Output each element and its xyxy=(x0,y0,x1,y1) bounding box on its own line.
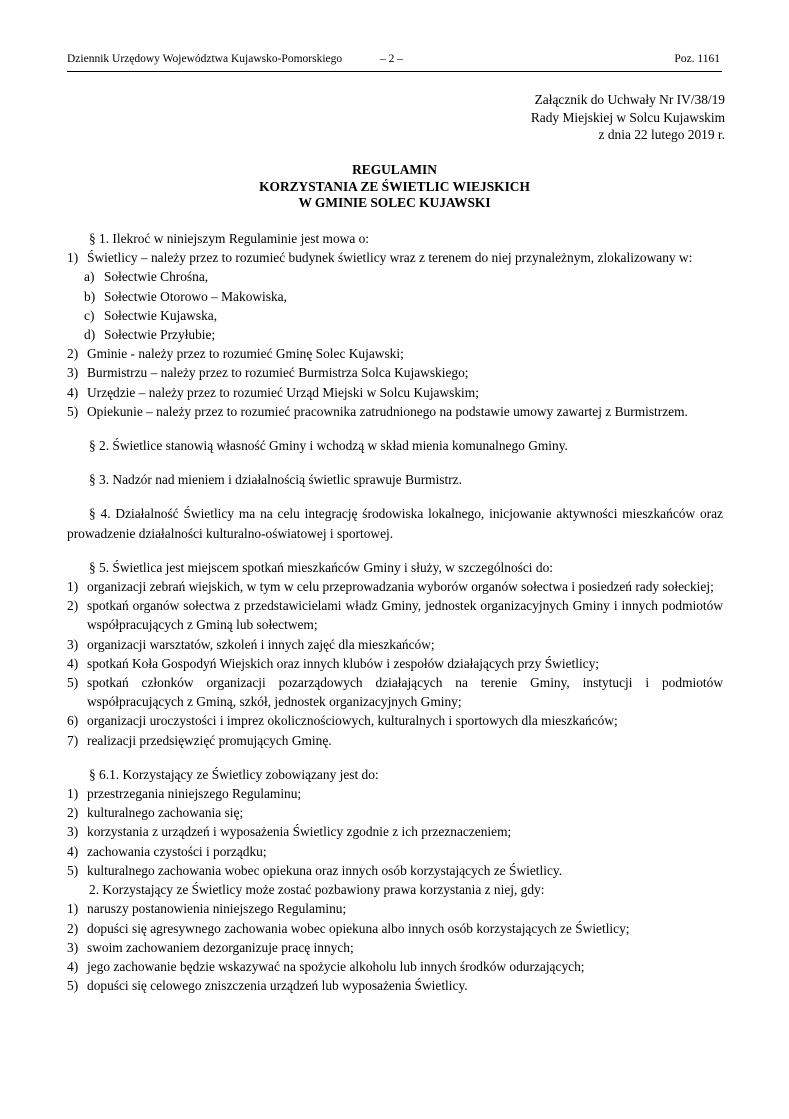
item-text: organizacji warsztatów, szkoleń i innych zajęć dla mieszkańców; xyxy=(87,636,435,652)
attachment-line: Załącznik do Uchwały Nr IV/38/19 xyxy=(534,92,725,107)
item-number: 5) xyxy=(67,403,79,419)
item-text: spotkań Koła Gospodyń Wiejskich oraz innych klubów i zespołów działających przy Świetlicy; xyxy=(87,655,600,671)
list-item xyxy=(67,383,723,402)
item-number: 2) xyxy=(67,805,79,821)
item-text: spotkań członków organizacji pozarządowych działających na terenie Gminy, instytucji i podmiotów współpracujących z Gminą, szkół, jednostek organizacyjnych Gminy; xyxy=(87,675,723,710)
section-2: § 2. Świetlice stanowią własność Gminy i wchodzą w skład mienia komunalnego Gminy. xyxy=(89,438,568,454)
list-item xyxy=(67,635,723,654)
item-number: b) xyxy=(84,288,96,304)
item-text: Burmistrzu – należy przez to rozumieć Burmistrza Solca Kujawskiego; xyxy=(87,365,469,381)
item-number: 4) xyxy=(67,843,79,859)
item-number: 6) xyxy=(67,713,79,729)
list-item xyxy=(67,363,723,382)
list-item xyxy=(67,899,723,918)
attachment-line: Rady Miejskiej w Solcu Kujawskim xyxy=(530,109,725,125)
section-6-intro: § 6.1. Korzystający ze Świetlicy zobowiązany jest do: xyxy=(89,766,379,782)
list-item xyxy=(67,803,723,822)
item-number: 1) xyxy=(67,579,79,595)
item-text: Opiekunie – należy przez to rozumieć pracownika zatrudnionego na podstawie umowy zawartej z Burmistrzem. xyxy=(87,403,688,419)
section-1-intro: § 1. Ilekroć w niniejszym Regulaminie jest mowa o: xyxy=(89,231,370,246)
item-number: 3) xyxy=(67,365,79,381)
list-item xyxy=(67,344,723,363)
sub-list-item xyxy=(67,325,723,344)
item-number: 1) xyxy=(67,786,79,802)
item-text: dopuści się celowego zniszczenia urządzeń lub wyposażenia Świetlicy. xyxy=(87,978,468,994)
item-text: Sołectwie Chrośna, xyxy=(104,269,209,285)
list-item xyxy=(67,822,723,841)
item-text: Sołectwie Kujawska, xyxy=(104,307,218,323)
item-text: spotkań organów sołectwa z przedstawicielami władz Gminy, jednostek organizacyjnych Gminy i innych podmiotów współpracujących z Gminą lub sołectwem; xyxy=(87,598,723,633)
list-item xyxy=(67,976,723,995)
item-text: Urzędzie – należy przez to rozumieć Urząd Miejski w Solcu Kujawskim; xyxy=(87,384,479,400)
section-4: § 4. Działalność Świetlicy ma na celu integrację środowiska lokalnego, inicjowanie aktywności mieszkańców oraz prowadzenie działalności kulturalno-oświatowej i sportowej. xyxy=(67,506,723,541)
item-number: 4) xyxy=(67,958,79,974)
list-item xyxy=(67,731,723,750)
list-item xyxy=(67,654,723,673)
item-number: 1) xyxy=(67,901,79,917)
item-number: d) xyxy=(84,327,96,343)
list-item xyxy=(67,248,723,267)
title-line: REGULAMIN xyxy=(352,162,437,177)
journal-name: Dziennik Urzędowy Województwa Kujawsko-Pomorskiego xyxy=(67,53,343,65)
item-text: organizacji zebrań wiejskich, w tym w celu przeprowadzania wyborów organów sołectwa i posiedzeń rady sołeckiej; xyxy=(87,579,714,595)
attachment-note xyxy=(531,91,725,144)
item-text: naruszy postanowienia niniejszego Regulaminu; xyxy=(87,901,347,917)
position-number: Poz. 1161 xyxy=(674,53,720,65)
sub-list-item xyxy=(67,306,723,325)
item-number: 4) xyxy=(67,384,79,400)
item-text: Gminie - należy przez to rozumieć Gminę Solec Kujawski; xyxy=(87,346,404,362)
list-item xyxy=(67,596,723,634)
item-number: 4) xyxy=(67,655,79,671)
list-item xyxy=(67,711,723,730)
item-number: 2) xyxy=(67,346,79,362)
section-6-intro-2: 2. Korzystający ze Świetlicy może zostać pozbawiony prawa korzystania z niej, gdy: xyxy=(89,882,545,898)
document-title xyxy=(67,162,722,212)
item-number: 3) xyxy=(67,824,79,840)
title-line: W GMINIE SOLEC KUJAWSKI xyxy=(298,195,491,210)
item-text: kulturalnego zachowania wobec opiekuna oraz innych osób korzystających ze Świetlicy. xyxy=(87,862,563,878)
item-number: 5) xyxy=(67,675,79,691)
item-number: 3) xyxy=(67,636,79,652)
item-text: przestrzegania niniejszego Regulaminu; xyxy=(87,786,302,802)
item-number: a) xyxy=(84,269,95,285)
list-item xyxy=(67,919,723,938)
section-3: § 3. Nadzór nad mieniem i działalnością świetlic sprawuje Burmistrz. xyxy=(89,472,462,488)
section-5-intro: § 5. Świetlica jest miejscem spotkań mieszkańców Gminy i służy, w szczególności do: xyxy=(89,559,553,575)
item-text: Sołectwie Otorowo – Makowiska, xyxy=(104,288,287,304)
item-number: 2) xyxy=(67,920,79,936)
list-item xyxy=(67,957,723,976)
item-number: 7) xyxy=(67,732,79,748)
page-number: – 2 – xyxy=(380,53,403,65)
item-text: swoim zachowaniem dezorganizuje pracę innych; xyxy=(87,939,354,955)
list-item xyxy=(67,861,723,880)
list-item xyxy=(67,938,723,957)
attachment-line: z dnia 22 lutego 2019 r. xyxy=(598,127,725,142)
item-text: korzystania z urządzeń i wyposażenia Świetlicy zgodnie z ich przeznaczeniem; xyxy=(87,824,512,840)
item-text: dopuści się agresywnego zachowania wobec opiekuna albo innych osób korzystających ze Świetlicy; xyxy=(87,920,630,936)
item-text: kulturalnego zachowania się; xyxy=(87,805,244,821)
document-body xyxy=(67,229,723,995)
item-text: realizacji przedsięwzięć promujących Gminę. xyxy=(87,732,332,748)
list-item xyxy=(67,577,723,596)
item-number: 1) xyxy=(67,250,79,266)
item-number: 5) xyxy=(67,862,79,878)
item-text: organizacji uroczystości i imprez okolicznościowych, kulturalnych i sportowych dla mieszkańców; xyxy=(87,713,618,729)
list-item xyxy=(67,402,723,421)
item-text: Sołectwie Przyłubie; xyxy=(104,327,216,343)
item-number: 3) xyxy=(67,939,79,955)
item-number: 5) xyxy=(67,978,79,994)
item-number: c) xyxy=(84,307,95,323)
title-line: KORZYSTANIA ZE ŚWIETLIC WIEJSKICH xyxy=(259,178,530,194)
page-header xyxy=(67,53,722,72)
sub-list-item xyxy=(67,287,723,306)
item-number: 2) xyxy=(67,598,79,614)
sub-list-item xyxy=(67,267,723,286)
list-item xyxy=(67,842,723,861)
list-item xyxy=(67,784,723,803)
item-text: jego zachowanie będzie wskazywać na spożycie alkoholu lub innych środków odurzających; xyxy=(87,958,585,974)
item-text: zachowania czystości i porządku; xyxy=(87,843,267,859)
list-item xyxy=(67,673,723,711)
item-text: Świetlicy – należy przez to rozumieć budynek świetlicy wraz z terenem do niej przynależnym, zlokalizowany w: xyxy=(87,250,693,266)
